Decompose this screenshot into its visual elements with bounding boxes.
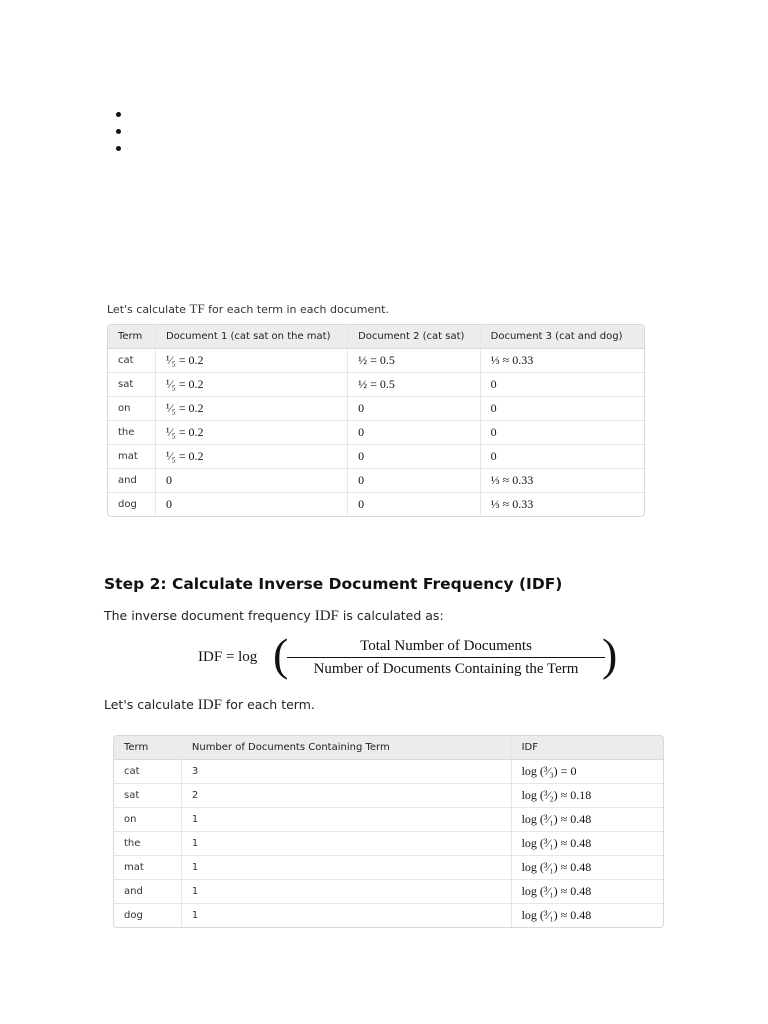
table-row — [108, 492, 644, 516]
tf-header-doc1: Document 1 (cat sat on the mat) — [155, 325, 347, 349]
idf-cell: log (³⁄₃) = 0 — [511, 760, 663, 783]
formula-right-paren: ) — [602, 629, 618, 680]
table-row — [108, 396, 644, 420]
idf-header-row — [114, 736, 663, 760]
tf-cell: ¹⁄₅ = 0.2 — [155, 349, 347, 372]
tf-cell: 0 — [480, 444, 644, 468]
tf-header-doc3: Document 3 (cat and dog) — [480, 325, 644, 349]
tf-cell: 0 — [480, 372, 644, 396]
count-cell: 1 — [181, 903, 511, 927]
table-row — [114, 903, 663, 927]
term-cell: cat — [118, 355, 134, 366]
tf-header-row — [108, 325, 644, 349]
count-cell: 1 — [181, 807, 511, 831]
idf-header-term: Term — [114, 736, 181, 760]
count-cell: 3 — [181, 760, 511, 783]
table-row — [108, 444, 644, 468]
bullet-dot — [116, 146, 121, 151]
term-cell: dog — [114, 903, 181, 927]
term-cell: dog — [108, 492, 155, 516]
tf-intro-text: Let's calculate TF for each term in each document. — [107, 301, 389, 316]
count-cell: 1 — [181, 831, 511, 855]
idf-header-idf: IDF — [511, 736, 663, 760]
term-cell: the — [114, 831, 181, 855]
tf-cell: 0 — [347, 420, 480, 444]
tf-cell: ½ = 0.5 — [347, 349, 480, 372]
formula-fraction — [287, 637, 605, 679]
term-cell: and — [114, 879, 181, 903]
idf-formula — [198, 629, 618, 682]
tf-cell: 0 — [347, 444, 480, 468]
formula-left-paren: ( — [273, 629, 289, 680]
tf-cell: ⅓ ≈ 0.33 — [480, 349, 644, 372]
idf-intro-text: Let's calculate IDF for each term. — [104, 697, 315, 713]
table-row — [108, 349, 644, 372]
bullet-dot — [116, 112, 121, 117]
tf-cell: 0 — [347, 492, 480, 516]
tf-cell: ⅓ ≈ 0.33 — [480, 492, 644, 516]
formula-numerator: Total Number of Documents — [360, 638, 532, 654]
tf-header-doc2: Document 2 (cat sat) — [347, 325, 480, 349]
idf-section-heading: Step 2: Calculate Inverse Document Frequency (IDF) — [104, 575, 563, 593]
tf-math: TF — [189, 301, 205, 316]
bullet-dot — [116, 129, 121, 134]
idf-table — [113, 735, 664, 928]
term-cell: sat — [114, 783, 181, 807]
formula-denominator: Number of Documents Containing the Term — [313, 661, 579, 677]
formula-lhs: IDF = log — [198, 649, 258, 665]
count-cell: 2 — [181, 783, 511, 807]
fraction-bar — [287, 657, 605, 658]
table-row — [108, 372, 644, 396]
tf-table — [107, 324, 645, 517]
tf-cell: 0 — [155, 468, 347, 492]
idf-cell: log (³⁄₁) ≈ 0.48 — [511, 903, 663, 927]
count-cell: 1 — [181, 855, 511, 879]
tf-cell: ⅓ ≈ 0.33 — [480, 468, 644, 492]
idf-cell: log (³⁄₁) ≈ 0.48 — [511, 855, 663, 879]
tf-cell: 0 — [480, 420, 644, 444]
tf-cell: 0 — [347, 396, 480, 420]
tf-cell: ¹⁄₅ = 0.2 — [155, 372, 347, 396]
idf-cell: log (³⁄₂) ≈ 0.18 — [511, 783, 663, 807]
tf-cell: ¹⁄₅ = 0.2 — [155, 420, 347, 444]
tf-cell: 0 — [480, 396, 644, 420]
table-row — [114, 879, 663, 903]
idf-cell: log (³⁄₁) ≈ 0.48 — [511, 831, 663, 855]
table-row — [108, 420, 644, 444]
idf-definition-text: The inverse document frequency IDF is calculated as: — [104, 608, 444, 624]
tf-cell: ¹⁄₅ = 0.2 — [155, 444, 347, 468]
term-cell: cat — [124, 766, 140, 777]
table-row — [114, 760, 663, 783]
idf-cell: log (³⁄₁) ≈ 0.48 — [511, 807, 663, 831]
tf-cell: ¹⁄₅ = 0.2 — [155, 396, 347, 420]
term-cell: mat — [114, 855, 181, 879]
term-cell: and — [108, 468, 155, 492]
tf-cell: 0 — [347, 468, 480, 492]
table-row — [114, 783, 663, 807]
table-row — [114, 855, 663, 879]
tf-cell: 0 — [155, 492, 347, 516]
table-row — [114, 807, 663, 831]
table-row — [108, 468, 644, 492]
term-cell: sat — [108, 372, 155, 396]
count-cell: 1 — [181, 879, 511, 903]
idf-math: IDF — [197, 697, 222, 713]
idf-header-count: Number of Documents Containing Term — [181, 736, 511, 760]
tf-header-term: Term — [108, 325, 155, 349]
idf-cell: log (³⁄₁) ≈ 0.48 — [511, 879, 663, 903]
tf-cell: ½ = 0.5 — [347, 372, 480, 396]
term-cell: the — [108, 420, 155, 444]
term-cell: on — [108, 396, 155, 420]
table-row — [114, 831, 663, 855]
term-cell: mat — [108, 444, 155, 468]
term-cell: on — [114, 807, 181, 831]
idf-math: IDF — [314, 608, 339, 624]
